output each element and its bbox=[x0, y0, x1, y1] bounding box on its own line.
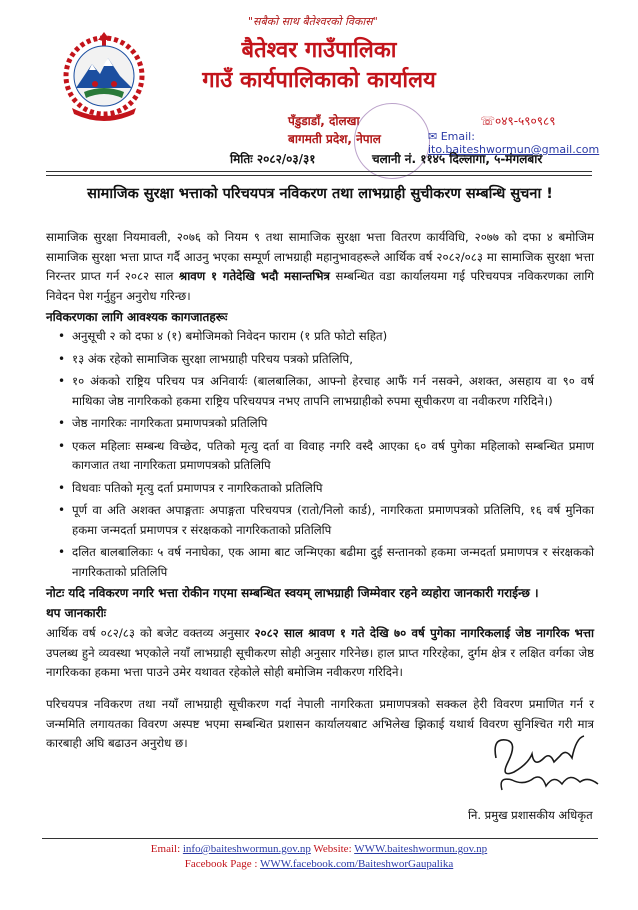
list-item: • दलित बालबालिकाः ५ वर्ष ननाघेका, एक आमा बाट जन्मिएका बढीमा दुई सन्तानको हकमा जन्मदर्ता प्रमाणपत्र र संरक्षकको नागरिकताको प्रतिलिपि bbox=[72, 543, 594, 582]
phone-number: ☏०४९-५९०९८९ bbox=[480, 114, 556, 128]
municipality-name: बैतेश्वर गाउँपालिका bbox=[241, 38, 397, 63]
footer-website-label: Website: bbox=[313, 843, 352, 855]
intro-text-2: सम्बन्धित वडा कार्यालयमा गई परिचयपत्र नविकरणका लागि निवेदन पेश गर्नुहुन अनुरोध गरिन्छ। bbox=[46, 269, 594, 303]
list-item: • अनुसूची २ को दफा ४ (१) बमोजिमको निवेदन फाराम (१ प्रति फोटो सहित) bbox=[72, 327, 594, 347]
footer-facebook-label: Facebook Page : bbox=[184, 858, 258, 870]
footer-contact bbox=[0, 843, 638, 855]
envelope-icon: ✉ bbox=[428, 130, 438, 143]
footer-facebook-link[interactable]: WWW.facebook.com/BaiteshworGaupalika bbox=[260, 858, 454, 870]
signature-icon bbox=[488, 728, 606, 808]
extra-text-1: आर्थिक वर्ष ०८२/८३ को बजेट वक्तव्य अनुसार bbox=[46, 626, 255, 640]
address-line-1: पँडुडाडाँ, दोलखा bbox=[288, 114, 360, 128]
header-email-label: Email: bbox=[440, 130, 475, 143]
extra-info-paragraph bbox=[46, 624, 594, 683]
header-divider-thin bbox=[46, 175, 592, 176]
intro-text-bold: श्रावण १ गतेदेखि भदौ मसान्तभित्र bbox=[178, 269, 330, 283]
intro-paragraph bbox=[46, 228, 594, 306]
footer-website-link[interactable]: WWW.baiteshwormun.gov.np bbox=[354, 843, 488, 855]
dispatch-reference: चलानी नं. ११४५ दिल्लागा, ५-मंगलबार bbox=[372, 152, 543, 166]
documents-heading: नविकरणका लागि आवश्यक कागजातहरूः bbox=[46, 310, 228, 324]
header-divider bbox=[46, 171, 592, 172]
signer-title: नि. प्रमुख प्रशासकीय अधिकृत bbox=[468, 808, 593, 822]
documents-list bbox=[72, 327, 594, 582]
date bbox=[230, 150, 316, 167]
list-item: • पूर्ण वा अति अशक्त अपाङ्गताः अपाङ्गता परिचयपत्र (रातो/निलो कार्ड), नागरिकता प्रमाणपत्रको प्रतिलिपि, १६ वर्ष मुनिका हकमा जन्मदर्ता प्रमाणपत्र र संरक्षकको नागरिकताको प्रतिलिपि bbox=[72, 501, 594, 540]
list-item: • एकल महिलाः सम्बन्ध विच्छेद, पतिको मृत्यु दर्ता वा विवाह नगरि वस्दै आएका ६० वर्ष पुगेका महिलाको सम्बन्धित प्रमाण कागजात तथा नागरिकता प्रमाणपत्रको प्रतिलिपि bbox=[72, 437, 594, 476]
footer-facebook bbox=[0, 858, 638, 870]
list-item: • जेष्ठ नागरिकः नागरिकता प्रमाणपत्रको प्रतिलिपि bbox=[72, 414, 594, 434]
header-email-link[interactable]: ito.baiteshwormun@gmail.com bbox=[428, 143, 600, 156]
list-item: • विधवाः पतिको मृत्यु दर्ता प्रमाणपत्र र नागरिकताको प्रतिलिपि bbox=[72, 479, 594, 499]
extra-info-heading: थप जानकारीः bbox=[46, 606, 107, 620]
office-name: गाउँ कार्यपालिकाको कार्यालय bbox=[202, 68, 436, 93]
list-item: • १० अंकको राष्ट्रिय परिचय पत्र अनिवार्यः (बालबालिका, आफ्नो हेरचाह आफैं गर्न नसक्ने, अशक्त, असहाय वा ९० वर्ष माथिका जेष्ठ नागरिकको हकमा राष्ट्रिय परिचयपत्र नभए तापनि लाभग्राहीको रुपमा सूचीकरण वा नवीकरण गरिदिने।) bbox=[72, 372, 594, 411]
list-item: • १३ अंक रहेको सामाजिक सुरक्षा लाभग्राही परिचय पत्रको प्रतिलिपि, bbox=[72, 350, 594, 370]
notice-subject: सामाजिक सुरक्षा भत्ताको परिचयपत्र नविकरण तथा लाभग्राही सुचीकरण सम्बन्धि सुचना ! bbox=[87, 186, 553, 202]
footer-divider bbox=[42, 838, 598, 839]
office-stamp bbox=[354, 103, 430, 179]
slogan: "सबैको साथ बैतेश्वरको विकास" bbox=[248, 15, 378, 28]
footer-email-link[interactable]: info@baiteshwormun.gov.np bbox=[182, 843, 311, 855]
intro-text-1: सामाजिक सुरक्षा नियमावली, २०७६ को नियम ९ तथा सामाजिक सुरक्षा भत्ता वितरण कार्यविधि, २०७७ को दफा ४ बमोजिम सामाजिक सुरक्षा भत्ता प्राप्त गर्दै आउनु भएका सम्पूर्ण लाभग्राही महानुभावहरूले आर्थिक वर्ष २०८२/०८३ मा सामाजिक सुरक्षा भत्ता निरन्तर प्राप्त गर्न २०८२ साल bbox=[46, 230, 594, 283]
extra-text-2: उपलब्ध हुने व्यवस्था भएकोले नयाँ लाभग्राही सूचीकरण सोही अनुसार गरिनेछ। हाल प्राप्त गरिरहेका, दुर्गम क्षेत्र र लक्षित वर्गका जेष्ठ नागरिकका हकमा भत्ता पाउने उमेर यथावत रहेकोले सोही बमोजिम नवीकरण गरिदिने। bbox=[46, 645, 594, 679]
footer-email-label: Email: bbox=[150, 843, 181, 855]
date-label: मितिः bbox=[230, 152, 253, 166]
address-line-2: बागमती प्रदेश, नेपाल bbox=[288, 132, 381, 146]
closing-paragraph: परिचयपत्र नविकरण तथा नयाँ लाभग्राही सूचीकरण गर्दा नेपाली नागरिकता प्रमाणपत्रको सक्कल हेरी विवरण प्रमाणित गर्न र जन्ममिति लगायतका विवरण अस्पष्ट भएमा सम्बन्धित प्रशासन कार्यालयबाट अभिलेख झिकाई यथार्थ विवरण सुनिश्चित गरी मात्र कारबाही अघि बढाउन अनुरोध छ। bbox=[46, 697, 594, 750]
date-value: २०८२/०३/३१ bbox=[256, 152, 316, 166]
extra-text-bold: २०८२ साल श्रावण १ गते देखि ७० वर्ष पुगेका नागरिकलाई जेष्ठ नागरिक भत्ता bbox=[254, 626, 594, 640]
note: नोटः यदि नविकरण नगरि भत्ता रोकीन गएमा सम्बन्धित स्वयम् लाभग्राही जिम्मेवार रहने व्यहोरा जानकारी गराईन्छ । bbox=[46, 586, 539, 600]
